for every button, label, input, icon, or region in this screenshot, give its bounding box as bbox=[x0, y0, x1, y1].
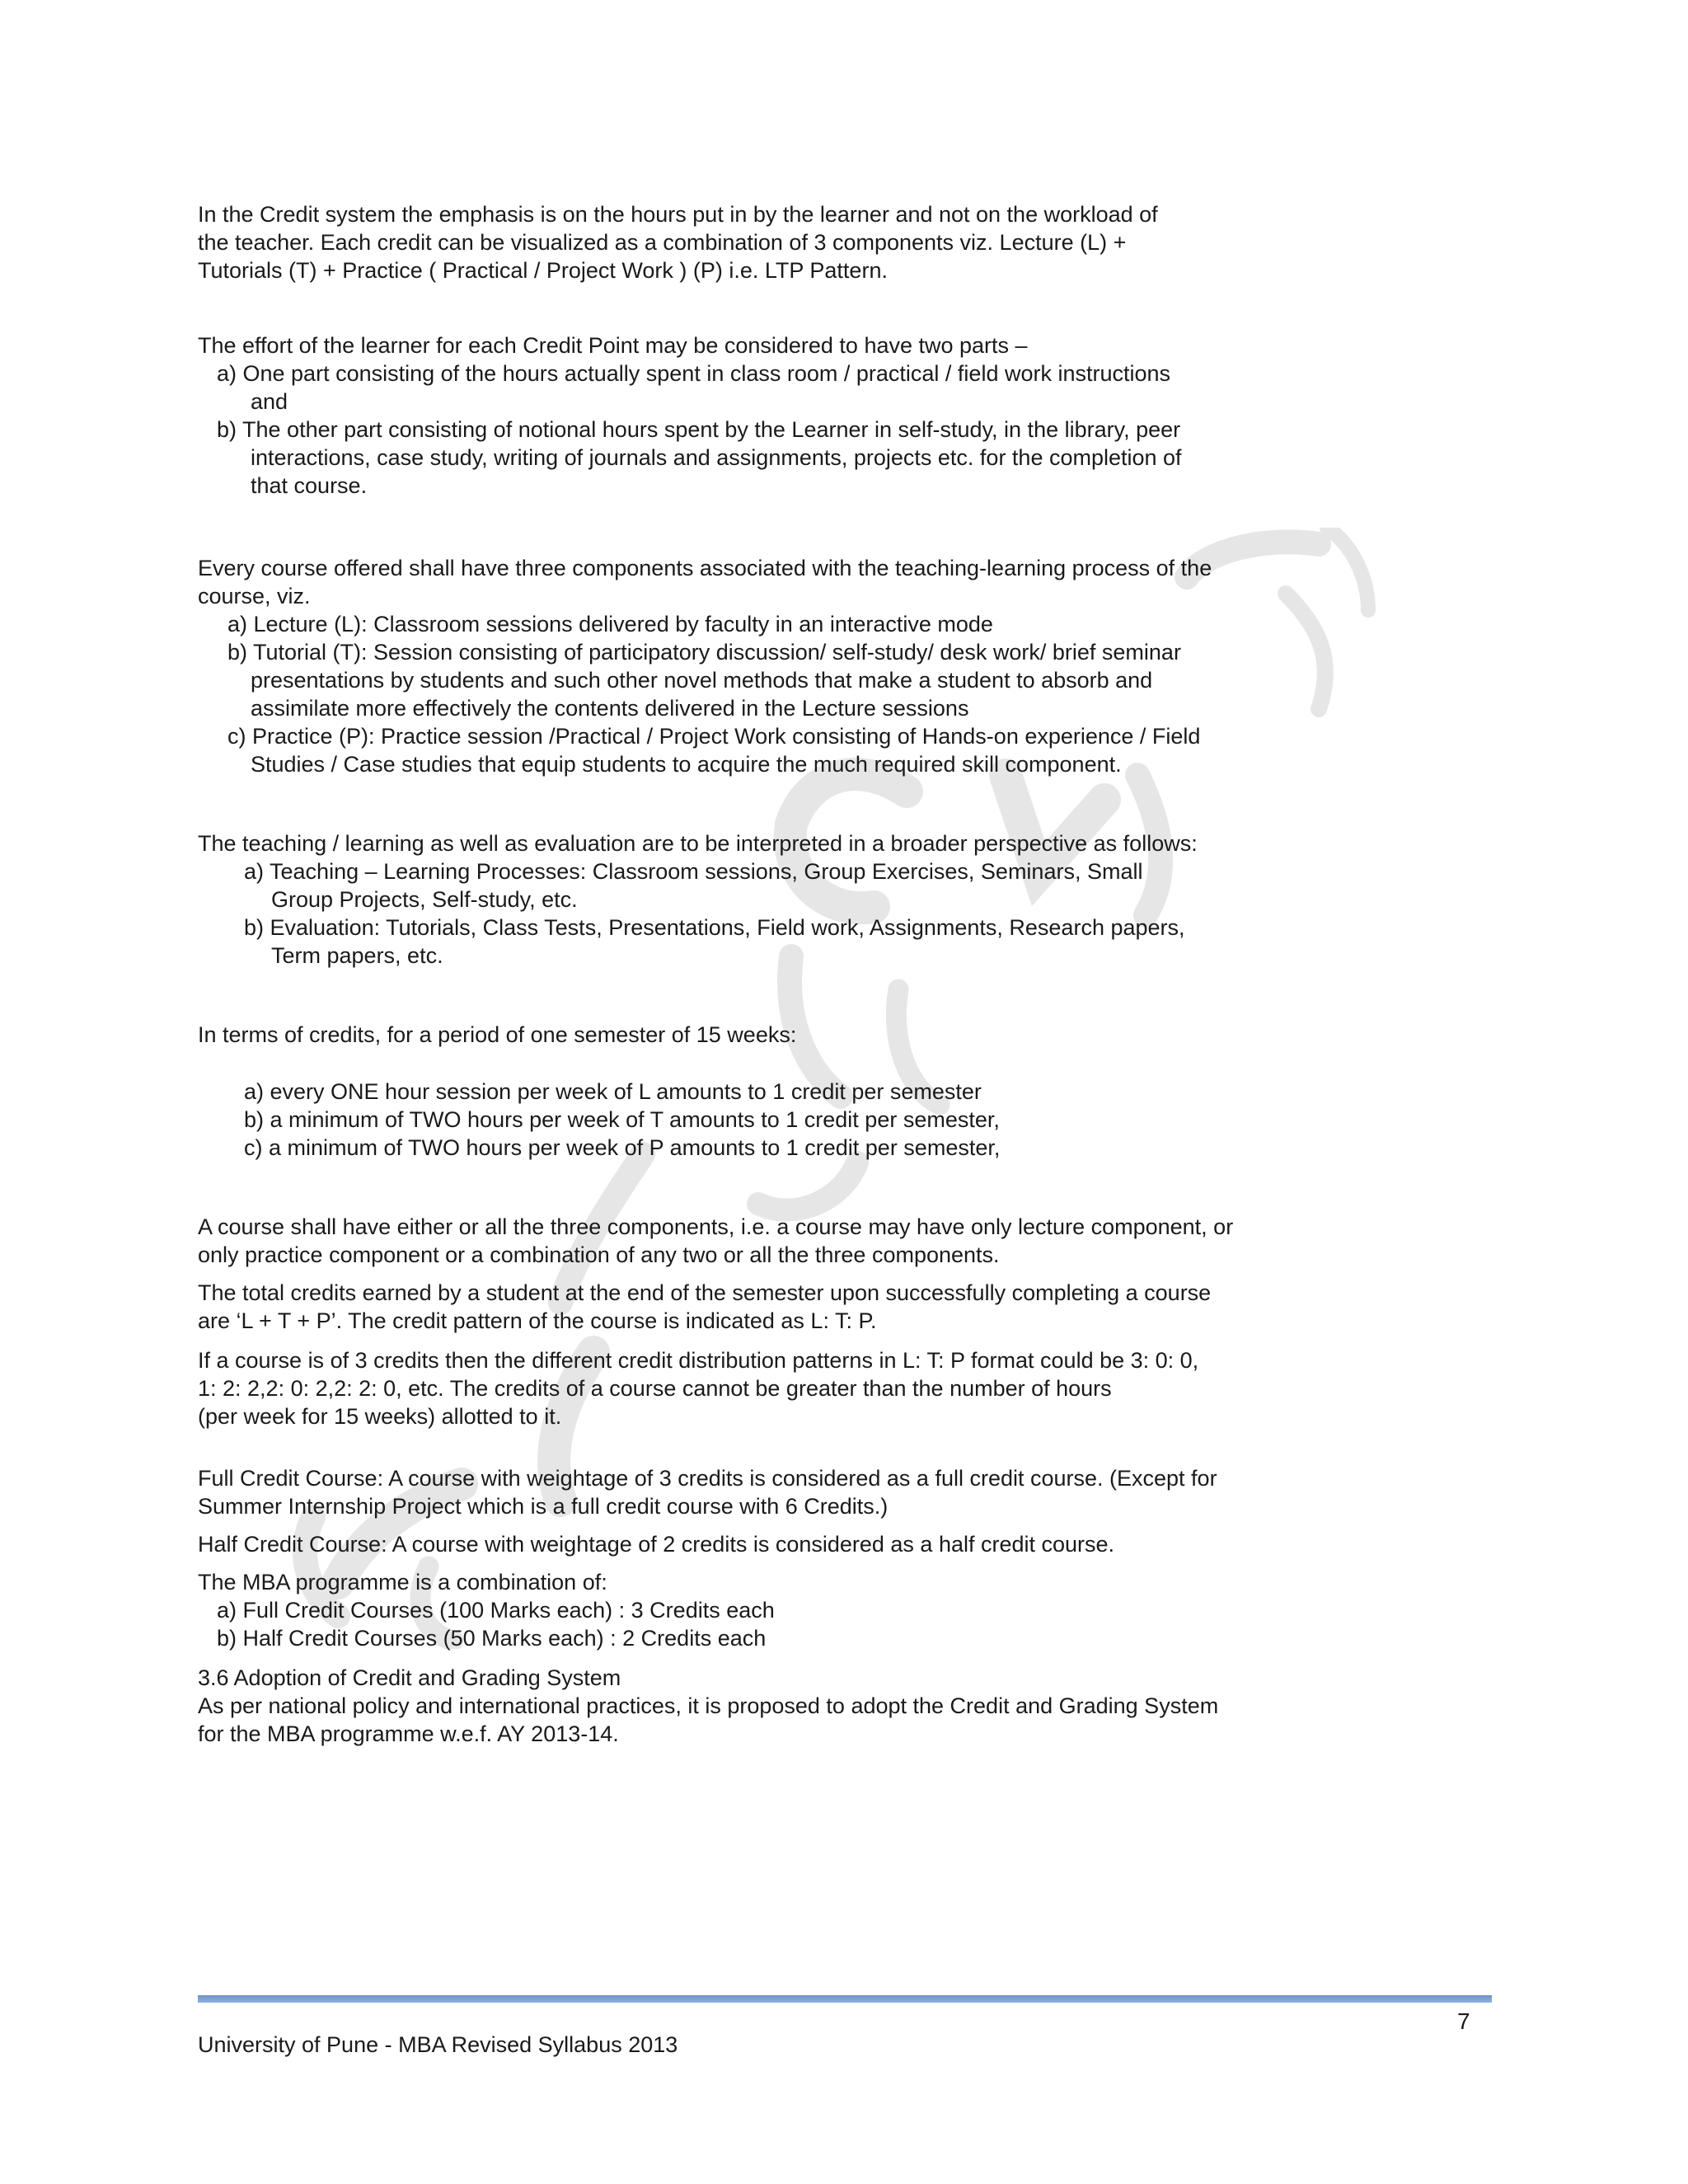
text-line: In the Credit system the emphasis is on the hours put in by the learner and not on the workload of bbox=[198, 202, 1158, 227]
text-line: only practice component or a combination of any two or all the three components. bbox=[198, 1242, 1000, 1267]
list-item: b) Tutorial (T): Session consisting of participatory discussion/ self-study/ desk work/ brief seminar bbox=[227, 640, 1181, 665]
list-item-continuation: that course. bbox=[251, 473, 368, 498]
paragraph-credit-terms bbox=[198, 1021, 1352, 1162]
paragraph-mba-combination bbox=[198, 1568, 1352, 1652]
list-item-continuation: assimilate more effectively the contents delivered in the Lecture sessions bbox=[251, 696, 969, 721]
text-line: The total credits earned by a student at the end of the semester upon successfully completing a course bbox=[198, 1280, 1212, 1305]
list-item-continuation: Group Projects, Self-study, etc. bbox=[271, 887, 578, 912]
paragraph-half-credit-course bbox=[198, 1530, 1352, 1558]
paragraph-teaching-learning bbox=[198, 829, 1352, 970]
page-number: 7 bbox=[1457, 2008, 1470, 2034]
text-line: If a course is of 3 credits then the different credit distribution patterns in L: T: P format could be 3: 0: 0, bbox=[198, 1348, 1199, 1373]
body-text bbox=[198, 200, 1352, 1748]
text-line: course, viz. bbox=[198, 584, 311, 608]
text-line: Half Credit Course: A course with weightage of 2 credits is considered as a half credit course. bbox=[198, 1532, 1115, 1557]
text-line: As per national policy and international practices, it is proposed to adopt the Credit and Grading System bbox=[198, 1693, 1219, 1718]
list-item: a) One part consisting of the hours actually spent in class room / practical / field work instructions bbox=[217, 361, 1171, 386]
list-item: a) Teaching – Learning Processes: Classroom sessions, Group Exercises, Seminars, Small bbox=[244, 859, 1143, 884]
text-line: A course shall have either or all the three components, i.e. a course may have only lecture component, or bbox=[198, 1214, 1234, 1239]
list-item-continuation: Studies / Case studies that equip students to acquire the much required skill component. bbox=[251, 752, 1122, 777]
list-item: b) Evaluation: Tutorials, Class Tests, Presentations, Field work, Assignments, Research papers, bbox=[244, 915, 1185, 940]
text-line: 1: 2: 2,2: 0: 2,2: 2: 0, etc. The credits of a course cannot be greater than the number of hours bbox=[198, 1376, 1112, 1401]
list-item: a) Lecture (L): Classroom sessions delivered by faculty in an interactive mode bbox=[227, 612, 993, 636]
text-line: Summer Internship Project which is a full credit course with 6 Credits.) bbox=[198, 1494, 889, 1519]
text-line: for the MBA programme w.e.f. AY 2013-14. bbox=[198, 1721, 619, 1746]
list-item: b) The other part consisting of notional hours spent by the Learner in self-study, in the library, peer bbox=[217, 417, 1181, 442]
text-line: are ‘L + T + P’. The credit pattern of the course is indicated as L: T: P. bbox=[198, 1308, 877, 1333]
text-line: In terms of credits, for a period of one semester of 15 weeks: bbox=[198, 1022, 797, 1047]
text-line: Full Credit Course: A course with weightage of 3 credits is considered as a full credit course. (Except for bbox=[198, 1466, 1217, 1491]
text-line: the teacher. Each credit can be visualized as a combination of 3 components viz. Lecture (L) + bbox=[198, 230, 1127, 255]
text-line: The effort of the learner for each Credit Point may be considered to have two parts – bbox=[198, 333, 1028, 358]
section-heading: 3.6 Adoption of Credit and Grading System bbox=[198, 1665, 621, 1690]
paragraph-course-components bbox=[198, 554, 1352, 778]
paragraph-course-components-options bbox=[198, 1213, 1352, 1269]
list-item: b) a minimum of TWO hours per week of T amounts to 1 credit per semester, bbox=[244, 1107, 1000, 1132]
paragraph-learner-effort bbox=[198, 331, 1352, 500]
paragraph-full-credit-course bbox=[198, 1464, 1352, 1520]
list-item-continuation: and bbox=[251, 389, 288, 414]
section-3-6 bbox=[198, 1664, 1352, 1748]
paragraph-total-credits bbox=[198, 1279, 1352, 1335]
list-item: c) Practice (P): Practice session /Practical / Project Work consisting of Hands-on experience / Field bbox=[227, 724, 1201, 749]
list-item: c) a minimum of TWO hours per week of P amounts to 1 credit per semester, bbox=[244, 1135, 1001, 1160]
text-line: The teaching / learning as well as evaluation are to be interpreted in a broader perspective as follows: bbox=[198, 831, 1198, 856]
list-item: a) Full Credit Courses (100 Marks each) : 3 Credits each bbox=[217, 1598, 775, 1623]
list-item: a) every ONE hour session per week of L amounts to 1 credit per semester bbox=[244, 1079, 982, 1104]
list-item-continuation: interactions, case study, writing of journals and assignments, projects etc. for the completion of bbox=[251, 445, 1182, 470]
footer-divider bbox=[198, 1995, 1492, 2003]
list-item-continuation: presentations by students and such other novel methods that make a student to absorb and bbox=[251, 668, 1153, 693]
paragraph-credit-distribution bbox=[198, 1346, 1352, 1430]
text-line: The MBA programme is a combination of: bbox=[198, 1570, 607, 1595]
text-line: Every course offered shall have three components associated with the teaching-learning process of the bbox=[198, 556, 1212, 580]
list-item: b) Half Credit Courses (50 Marks each) : 2 Credits each bbox=[217, 1626, 767, 1651]
list-item-continuation: Term papers, etc. bbox=[271, 943, 443, 968]
footer-text: University of Pune - MBA Revised Syllabus 2013 bbox=[198, 2032, 678, 2057]
paragraph-credit-system bbox=[198, 200, 1352, 284]
text-line: (per week for 15 weeks) allotted to it. bbox=[198, 1404, 562, 1429]
text-line: Tutorials (T) + Practice ( Practical / Project Work ) (P) i.e. LTP Pattern. bbox=[198, 258, 888, 283]
